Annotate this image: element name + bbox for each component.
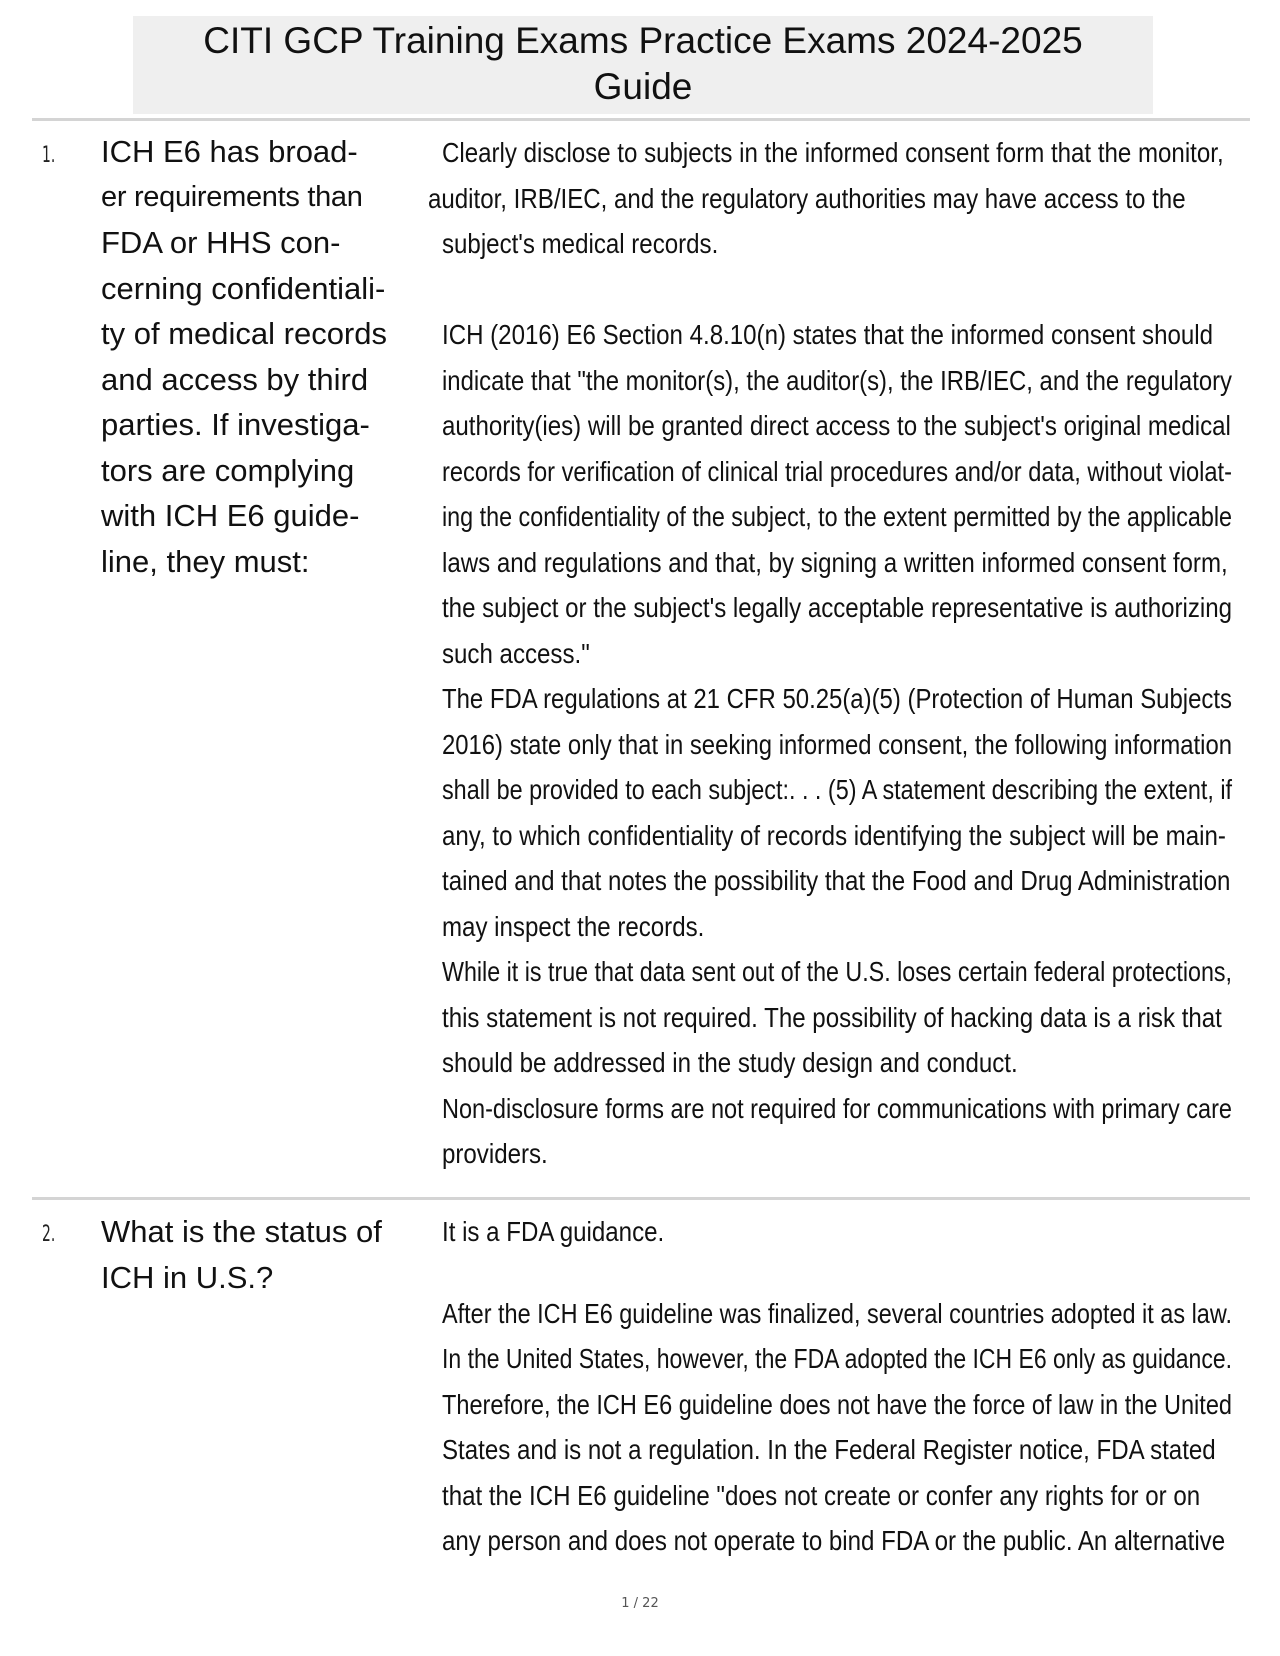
answer-line: subject's medical records.: [442, 228, 719, 259]
answer-line: auditor, IRB/IEC, and the regulatory authorities may have access to the: [428, 182, 1186, 214]
question-line: ICH E6 has broad-: [101, 134, 358, 169]
answer-line: such access.": [442, 637, 590, 669]
answer-line: should be addressed in the study design and conduct.: [442, 1047, 1018, 1078]
question-line: What is the status of: [101, 1214, 382, 1249]
answer-line: providers.: [442, 1138, 548, 1169]
answer-line: laws and regulations and that, by signing a written informed consent form,: [442, 546, 1228, 578]
answer-line: the subject or the subject's legally acceptable representative is authorizing: [442, 592, 1232, 623]
document-title-line1: CITI GCP Training Exams Practice Exams 2024-2025: [203, 20, 1083, 61]
answer-line: The FDA regulations at 21 CFR 50.25(a)(5) (Protection of Human Subjects: [442, 683, 1232, 714]
answer-text: [428, 130, 1242, 1177]
question-number: 1.: [42, 143, 56, 168]
answer-line: Clearly disclose to subjects in the informed consent form that the monitor,: [442, 137, 1224, 168]
answer-line: authority(ies) will be granted direct access to the subject's original medical: [442, 410, 1231, 441]
answer-line: ICH (2016) E6 Section 4.8.10(n) states that the informed consent should: [442, 319, 1214, 350]
answer-line: States and is not a regulation. In the Federal Register notice, FDA stated: [442, 1434, 1216, 1465]
answer-line: any person and does not operate to bind FDA or the public. An alternative: [442, 1525, 1226, 1556]
page-number: 1 / 22: [621, 1596, 659, 1611]
answer-line: may inspect the records.: [442, 910, 705, 942]
answer-line: ing the confidentiality of the subject, to the extent permitted by the applicable: [442, 501, 1232, 532]
answer-line: In the United States, however, the FDA adopted the ICH E6 only as guidance.: [442, 1343, 1232, 1374]
answer-line: records for verification of clinical trial procedures and/or data, without violat-: [442, 455, 1232, 487]
question-line: with ICH E6 guide-: [101, 498, 360, 533]
question-line: and access by third: [101, 361, 369, 397]
answer-line: 2016) state only that in seeking informed consent, the following information: [442, 728, 1232, 760]
answer-line: shall be provided to each subject:. . . (5) A statement describing the extent, if: [442, 774, 1232, 805]
question-line: cerning confidentiali-: [101, 270, 386, 306]
answer-line: It is a FDA guidance.: [442, 1216, 665, 1247]
answer-line: any, to which confidentiality of records identifying the subject will be main-: [442, 819, 1226, 851]
title-divider: [32, 118, 1250, 121]
question-line: ty of medical records: [101, 316, 387, 351]
question-text: [101, 129, 431, 584]
answer-text: [442, 1209, 1242, 1564]
question-line: FDA or HHS con-: [101, 225, 341, 260]
question-line: ICH in U.S.?: [101, 1259, 274, 1295]
document-title-line2: Guide: [593, 66, 693, 107]
document-title-box: [133, 16, 1153, 114]
answer-line: [442, 1255, 1242, 1291]
question-number: 2.: [42, 1222, 56, 1247]
answer-line: After the ICH E6 guideline was finalized, several countries adopted it as law.: [442, 1297, 1232, 1329]
question-line: line, they must:: [101, 543, 310, 579]
answer-line: tained and that notes the possibility that the Food and Drug Administration: [442, 865, 1231, 896]
answer-line: Non-disclosure forms are not required for communications with primary care: [442, 1092, 1232, 1124]
question-line: er requirements than: [101, 180, 363, 213]
question-line: tors are complying: [101, 452, 355, 488]
answer-line: While it is true that data sent out of the U.S. loses certain federal protections,: [442, 956, 1232, 987]
answer-line: Therefore, the ICH E6 guideline does not have the force of law in the United: [442, 1388, 1232, 1420]
answer-line: [442, 267, 1242, 313]
answer-line: indicate that "the monitor(s), the auditor(s), the IRB/IEC, and the regulatory: [442, 364, 1232, 396]
question-text: [101, 1209, 431, 1300]
answer-line: this statement is not required. The possibility of hacking data is a risk that: [442, 1001, 1222, 1033]
question-divider: [32, 1197, 1250, 1200]
question-line: parties. If investiga-: [101, 407, 370, 442]
answer-line: that the ICH E6 guideline "does not create or confer any rights for or on: [442, 1479, 1201, 1511]
